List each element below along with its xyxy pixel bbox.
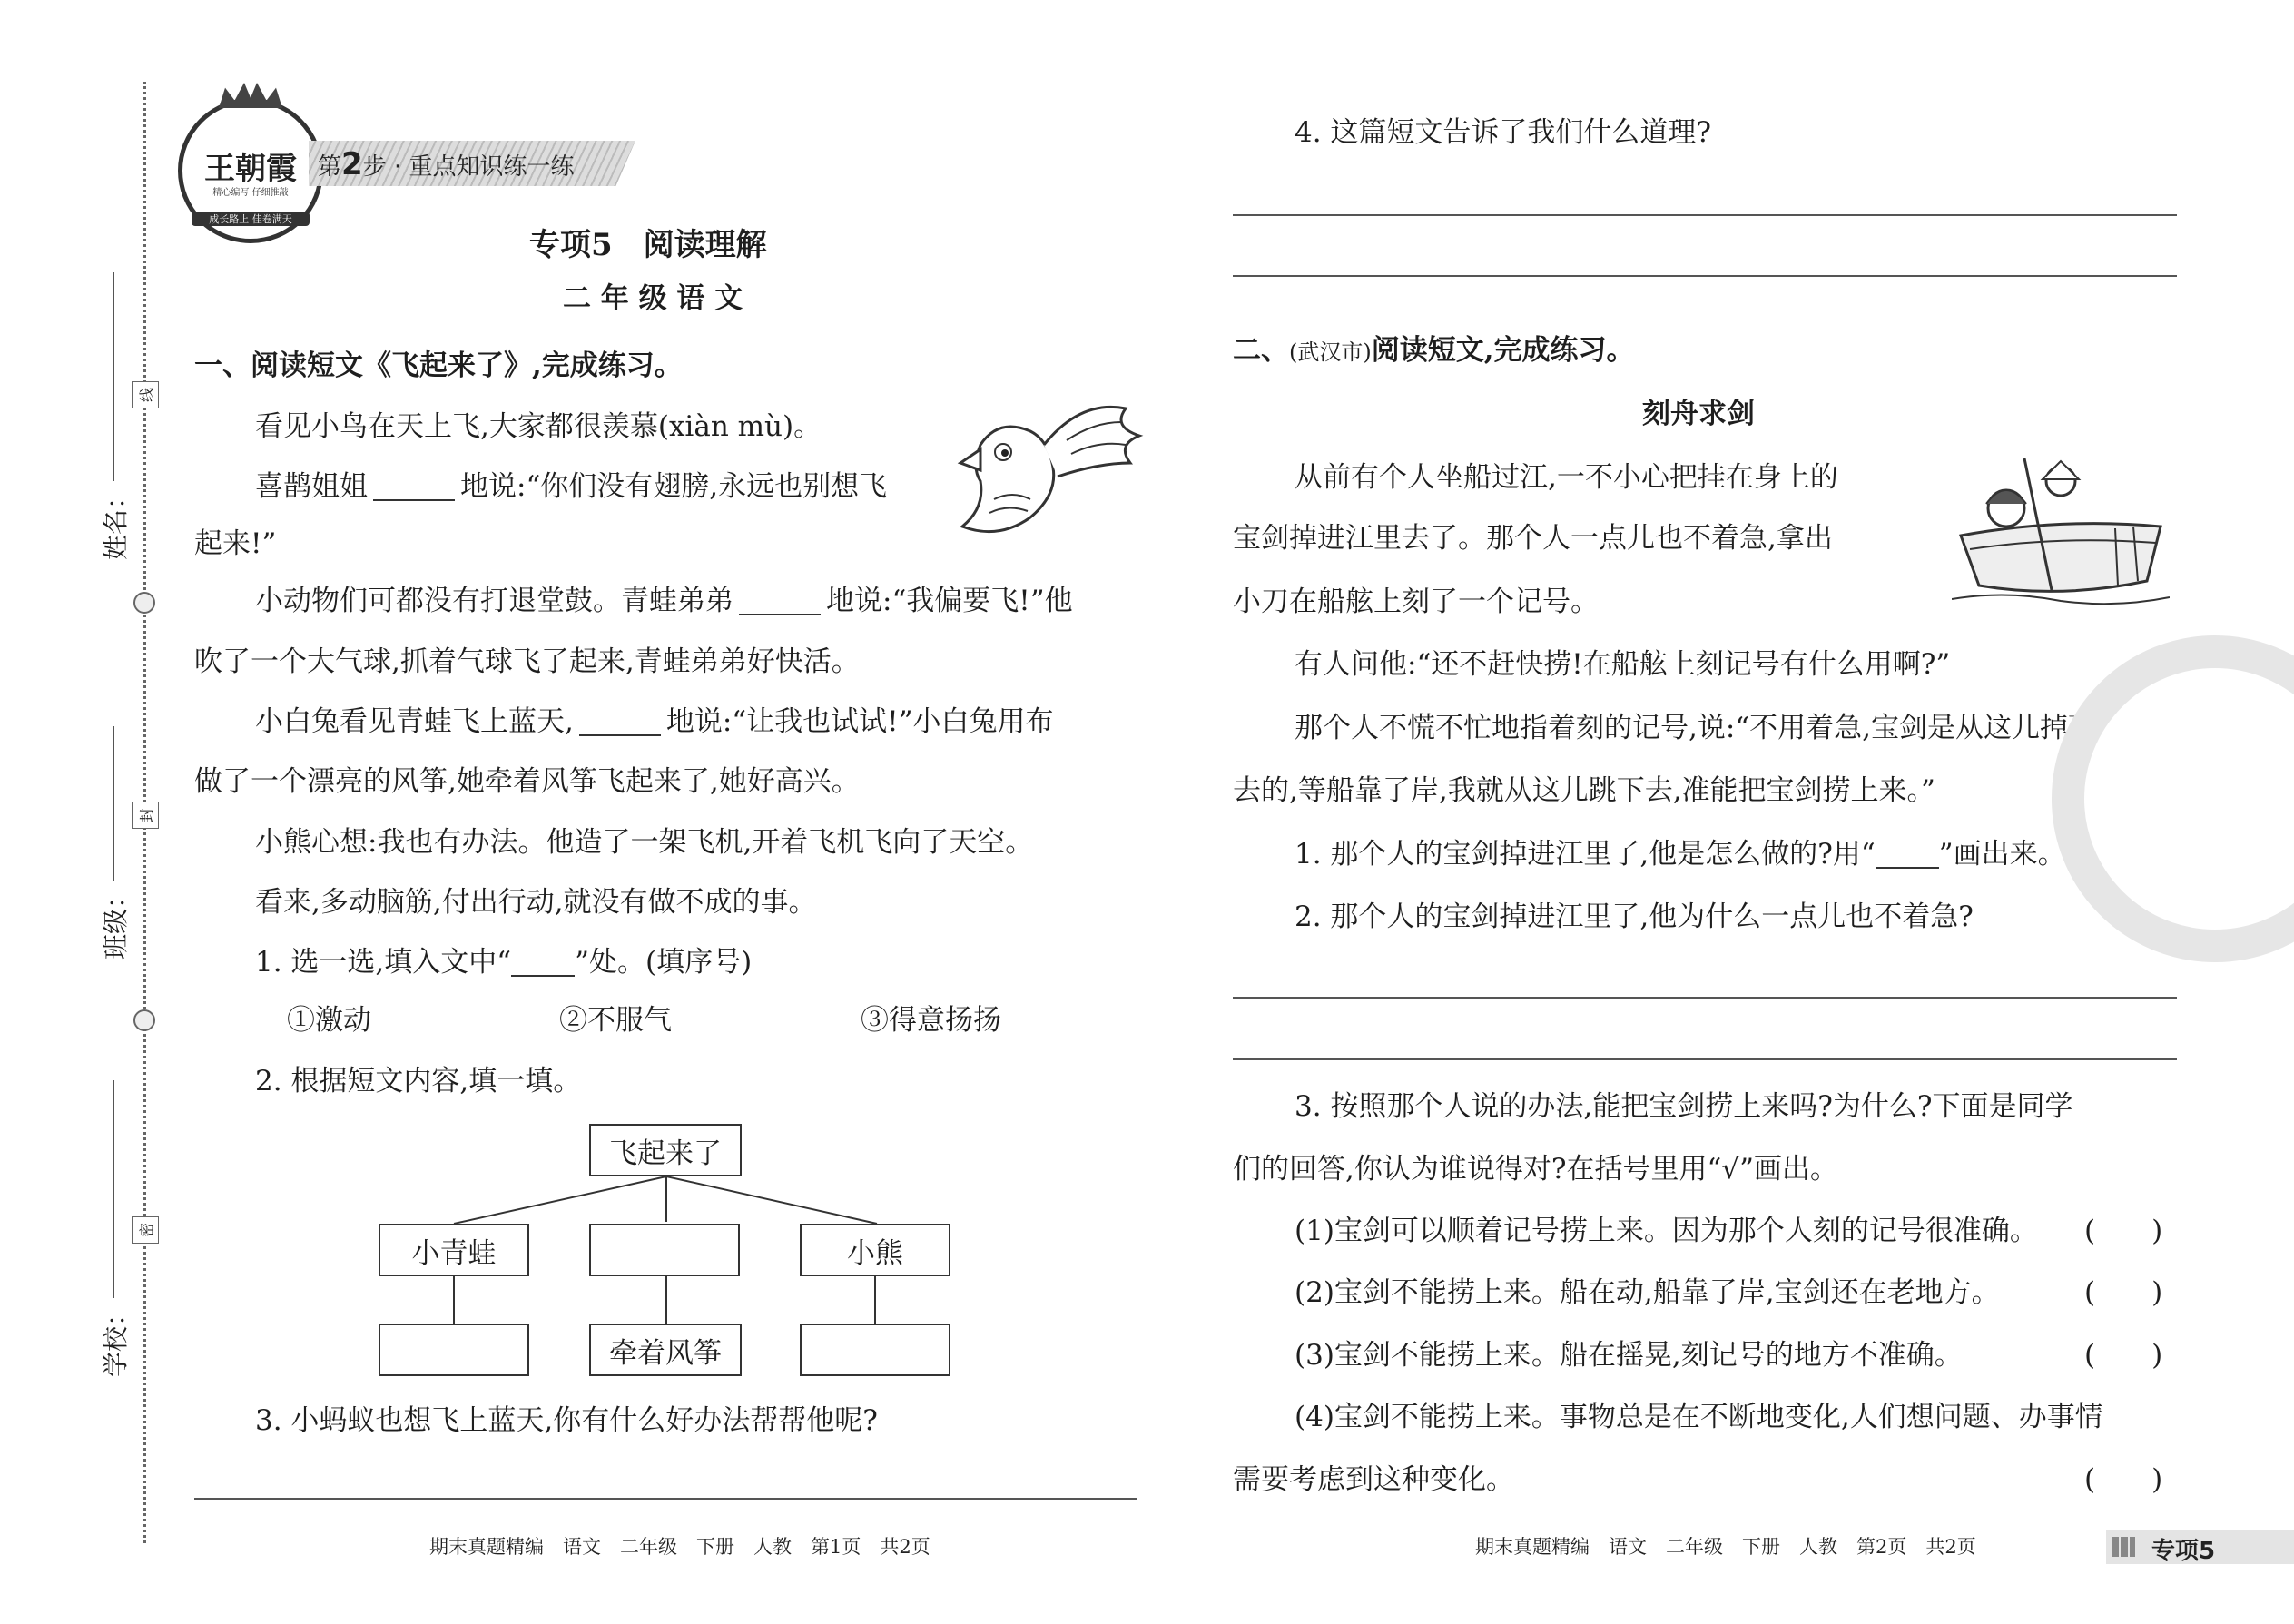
- story-text: 去的,等船靠了岸,我就从这儿跳下去,准能把宝剑捞上来。”: [1233, 774, 1935, 807]
- tab-grid-icon: [2112, 1537, 2135, 1557]
- section-heading: 一、阅读短文《飞起来了》,完成练习。: [194, 349, 683, 382]
- option-1: ①激动: [287, 1004, 371, 1037]
- page-title: 专项5 阅读理解: [529, 227, 767, 263]
- page-footer: 期末真题精编 语文 二年级 下册 人教 第2页 共2页: [1475, 1536, 1976, 1558]
- paragraph: 小动物们可都没有打退堂鼓。青蛙弟弟 地说:“我偏要飞!”他: [255, 585, 1073, 617]
- tree-connector: [874, 1276, 876, 1324]
- tree-node-blank[interactable]: [589, 1224, 740, 1276]
- checkbox-paren[interactable]: ( ): [2084, 1215, 2163, 1247]
- choice-4-cont: 需要考虑到这种变化。: [1233, 1463, 1514, 1496]
- crown-icon: [219, 83, 282, 108]
- school-label: 学校：: [101, 1300, 132, 1378]
- paragraph: 小白兔看见青蛙飞上蓝天, 地说:“让我也试试!”小白兔用布: [255, 705, 1054, 738]
- answer-blank[interactable]: [739, 590, 821, 615]
- punch-hole-icon: [133, 592, 155, 614]
- choice-2: (2)宝剑不能捞上来。船在动,船靠了岸,宝剑还在老地方。: [1295, 1276, 2000, 1309]
- checkbox-paren[interactable]: ( ): [2084, 1463, 2163, 1496]
- brand-tagline: 精心编写 仔细推敲: [212, 188, 289, 198]
- question-3: 3. 按照那个人说的办法,能把宝剑捞上来吗?为什么?下面是同学: [1295, 1090, 2073, 1123]
- class-label: 班级：: [101, 882, 132, 960]
- tree-root: 飞起来了: [589, 1124, 742, 1176]
- answer-line[interactable]: [194, 1498, 1137, 1500]
- question-1: 1. 选一选,填入文中“ ”处。(填序号): [255, 946, 753, 979]
- paragraph: 看来,多动脑筋,付出行动,就没有做不成的事。: [255, 886, 817, 919]
- answer-line[interactable]: [1233, 1058, 2177, 1060]
- section-heading: 二、(武汉市)阅读短文,完成练习。: [1233, 334, 1635, 367]
- question-2: 2. 根据短文内容,填一填。: [255, 1065, 582, 1097]
- question-4: 4. 这篇短文告诉了我们什么道理?: [1295, 116, 1712, 149]
- story-title: 刻舟求剑: [1642, 398, 1755, 430]
- name-line: [113, 272, 114, 481]
- paragraph: 做了一个漂亮的风筝,她牵着风筝飞起来了,她好高兴。: [194, 765, 860, 798]
- brand-name: 王朝霞: [204, 151, 297, 187]
- paragraph: 喜鹊姐姐 地说:“你们没有翅膀,永远也别想飞: [255, 470, 888, 503]
- cut-mark-feng: 封: [132, 802, 159, 829]
- tree-branches: [363, 1176, 944, 1225]
- answer-blank[interactable]: [511, 951, 575, 977]
- cut-mark-xian: 线: [132, 381, 159, 408]
- boat-illustration: [1952, 454, 2170, 617]
- story-text: 那个人不慌不忙地指着刻的记号,说:“不用着急,宝剑是从这儿掉下: [1295, 712, 2096, 744]
- tree-node: 牵着风筝: [589, 1324, 742, 1376]
- cut-mark-mi: 密: [132, 1216, 159, 1244]
- story-text: 宝剑掉进江里去了。那个人一点儿也不着急,拿出: [1233, 522, 1833, 555]
- checkbox-paren[interactable]: ( ): [2084, 1339, 2163, 1372]
- paragraph: 吹了一个大气球,抓着气球飞了起来,青蛙弟弟好快活。: [194, 645, 860, 678]
- tree-node-blank[interactable]: [379, 1324, 529, 1376]
- page-subtitle: 二 年 级 语 文: [563, 282, 743, 315]
- paragraph: 小熊心想:我也有办法。他造了一架飞机,开着飞机飞向了天空。: [255, 826, 1034, 859]
- option-3: ③得意扬扬: [861, 1004, 1001, 1037]
- question-3: 们的回答,你认为谁说得对?在括号里用“√”画出。: [1233, 1153, 1838, 1186]
- answer-blank[interactable]: [1876, 843, 1939, 869]
- class-line: [113, 726, 114, 881]
- answer-line[interactable]: [1233, 214, 2177, 216]
- brand-badge: [178, 98, 323, 243]
- step-title: 第2步 · 重点知识练一练: [318, 146, 575, 182]
- answer-line[interactable]: [1233, 275, 2177, 277]
- choice-4: (4)宝剑不能捞上来。事物总是在不断地变化,人们想问题、办事情: [1295, 1401, 2103, 1433]
- question-1: 1. 那个人的宝剑掉进江里了,他是怎么做的?用“ ”画出来。: [1295, 838, 2066, 871]
- brand-ribbon: 成长路上 佳卷满天: [192, 212, 310, 226]
- answer-blank[interactable]: [373, 476, 455, 501]
- option-2: ②不服气: [559, 1004, 672, 1037]
- choice-3: (3)宝剑不能捞上来。船在摇晃,刻记号的地方不准确。: [1295, 1339, 1963, 1372]
- tree-node: 小熊: [800, 1224, 950, 1276]
- school-line: [113, 1080, 114, 1298]
- tree-connector: [665, 1276, 667, 1324]
- question-2: 2. 那个人的宝剑掉进江里了,他为什么一点儿也不着急?: [1295, 901, 1974, 933]
- story-text: 从前有个人坐船过江,一不小心把挂在身上的: [1295, 461, 1838, 494]
- watermark-seal: [2052, 635, 2294, 962]
- question-3: 3. 小蚂蚁也想飞上蓝天,你有什么好办法帮帮他呢?: [255, 1404, 878, 1437]
- choice-1: (1)宝剑可以顺着记号捞上来。因为那个人刻的记号很准确。: [1295, 1215, 2038, 1247]
- section-tab-label: 专项5: [2151, 1538, 2216, 1565]
- story-text: 小刀在船舷上刻了一个记号。: [1233, 586, 1599, 618]
- story-text: 有人问他:“还不赶快捞!在船舷上刻记号有什么用啊?”: [1295, 648, 1951, 681]
- name-label: 姓名：: [101, 483, 132, 561]
- checkbox-paren[interactable]: ( ): [2084, 1276, 2163, 1309]
- answer-line[interactable]: [1233, 997, 2177, 999]
- bird-illustration: [944, 390, 1144, 554]
- answer-blank[interactable]: [579, 711, 661, 736]
- punch-hole-icon: [133, 1009, 155, 1031]
- page-footer: 期末真题精编 语文 二年级 下册 人教 第1页 共2页: [429, 1536, 930, 1558]
- tree-node: 小青蛙: [379, 1224, 529, 1276]
- tree-connector: [453, 1276, 455, 1324]
- paragraph: 看见小鸟在天上飞,大家都很羡慕(xiàn mù)。: [255, 410, 822, 443]
- tree-node-blank[interactable]: [800, 1324, 950, 1376]
- paragraph: 起来!”: [194, 527, 277, 560]
